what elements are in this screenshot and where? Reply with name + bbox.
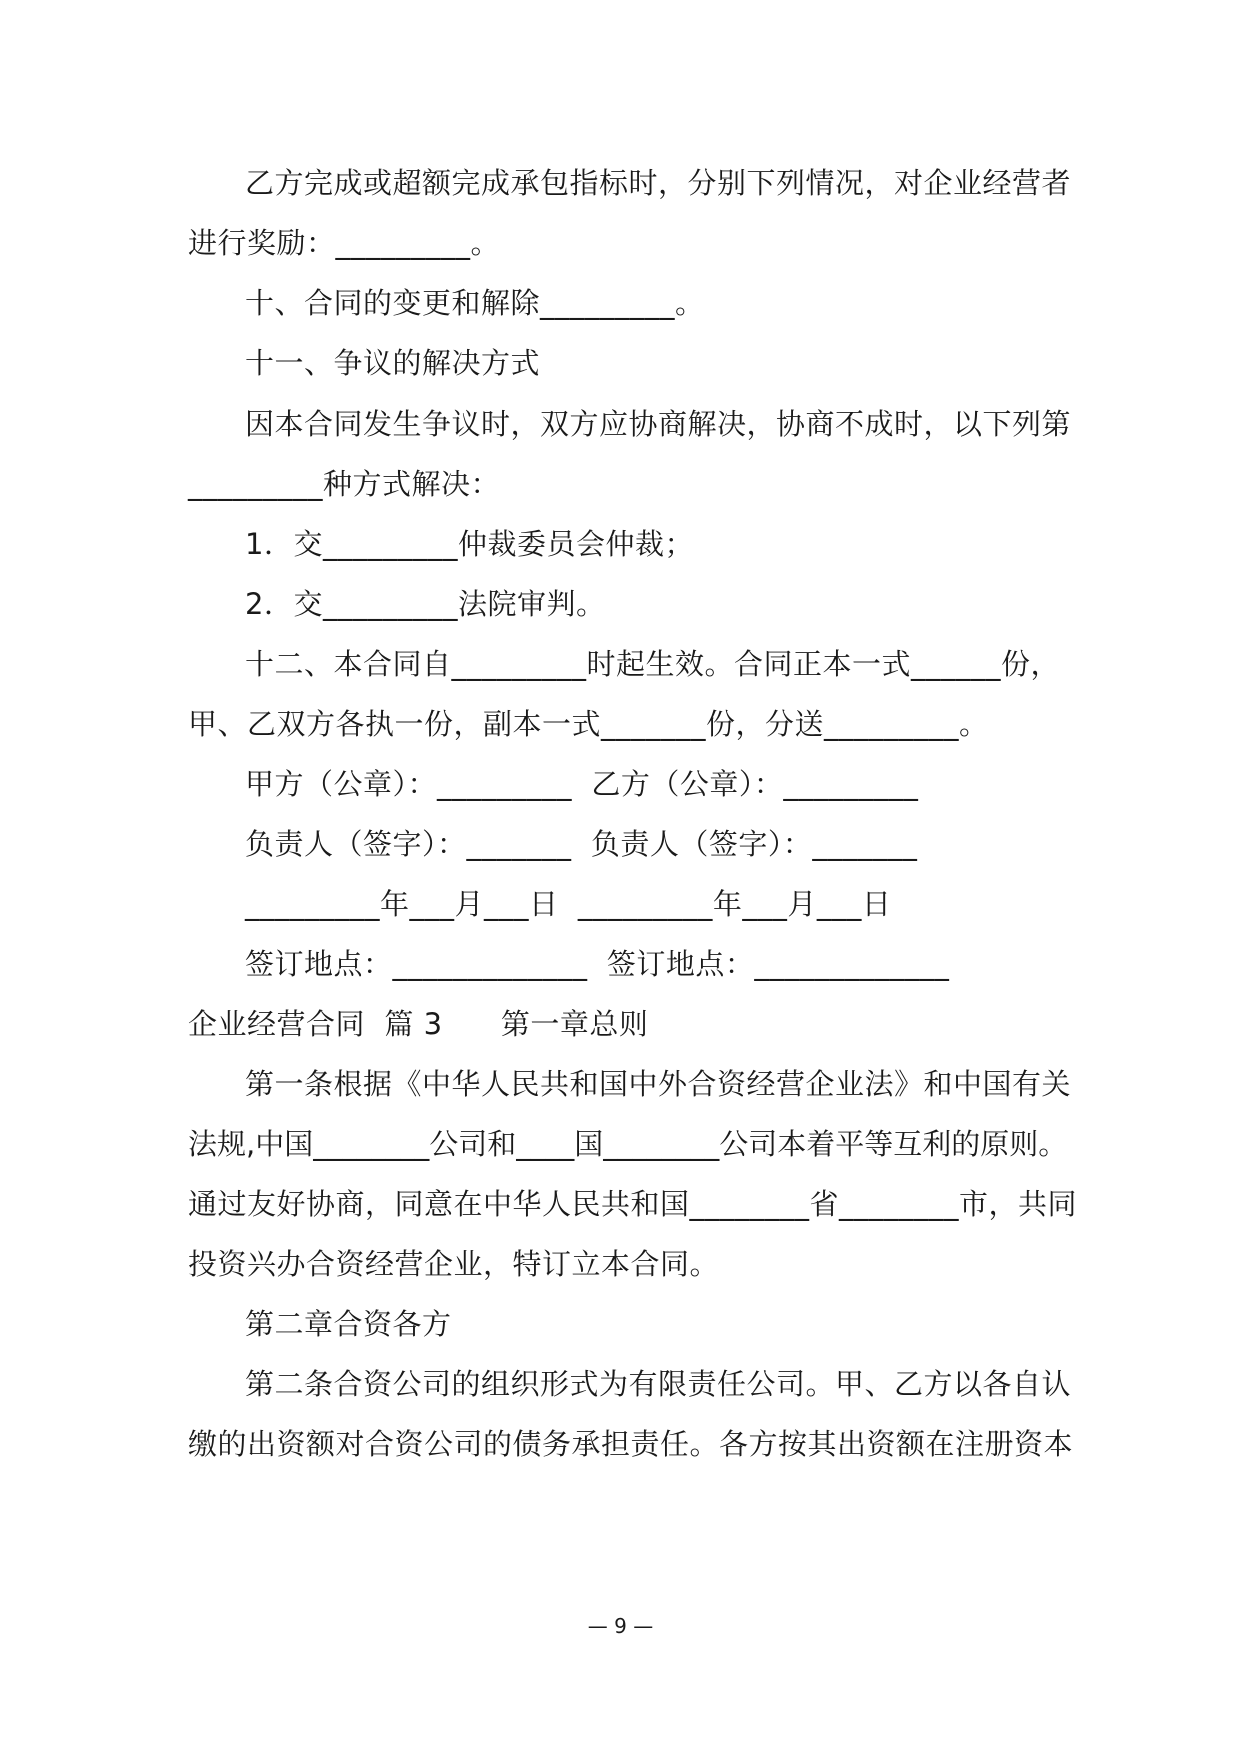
signature-seal: 甲方（公章）：_________ 乙方（公章）：_________ (245, 767, 919, 801)
article-11-line-1: 因本合同发生争议时，双方应协商解决，协商不成时，以下列第 (245, 407, 1072, 441)
reward-line-2: 进行奖励：_________。 (188, 226, 501, 260)
article-11-title: 十一、争议的解决方式 (245, 346, 541, 380)
article-11-option-2: 2．交_________法院审判。 (245, 587, 606, 621)
signature-place: 签订地点：_____________ 签订地点：_____________ (245, 947, 950, 981)
article-12-line-1: 十二、本合同自_________时起生效。合同正本一式______份， (245, 647, 1061, 681)
reward-line-1: 乙方完成或超额完成承包指标时，分别下列情况，对企业经营者 (245, 166, 1072, 200)
chapter-1-line-2: 法规,中国________公司和____国________公司本着平等互利的原则。 (188, 1127, 1068, 1161)
chapter-2-line-1: 第二条合资公司的组织形式为有限责任公司。甲、乙方以各自认 (245, 1367, 1072, 1401)
article-10: 十、合同的变更和解除_________。 (245, 286, 705, 320)
article-11-option-1: 1．交_________仲裁委员会仲裁； (245, 527, 694, 561)
page-number: — 9 — (587, 1614, 654, 1638)
chapter-1-line-1: 第一条根据《中华人民共和国中外合资经营企业法》和中国有关 (245, 1067, 1072, 1101)
signature-person: 负责人（签字）：_______ 负责人（签字）：_______ (245, 827, 918, 861)
article-12-line-2: 甲、乙双方各执一份，副本一式_______份，分送_________。 (188, 707, 989, 741)
chapter-2-line-2: 缴的出资额对合资公司的债务承担责任。各方按其出资额在注册资本 (188, 1427, 1074, 1461)
section-heading: 企业经营合同 篇 3 第一章总则 (188, 1007, 649, 1041)
signature-date: _________年___月___日 _________年___月___日 (245, 887, 892, 921)
chapter-1-line-4: 投资兴办合资经营企业，特订立本合同。 (188, 1247, 720, 1281)
article-11-line-2: _________种方式解决： (188, 467, 501, 501)
chapter-1-line-3: 通过友好协商，同意在中华人民共和国________省________市，共同 (188, 1187, 1078, 1221)
chapter-2-title: 第二章合资各方 (245, 1307, 452, 1341)
